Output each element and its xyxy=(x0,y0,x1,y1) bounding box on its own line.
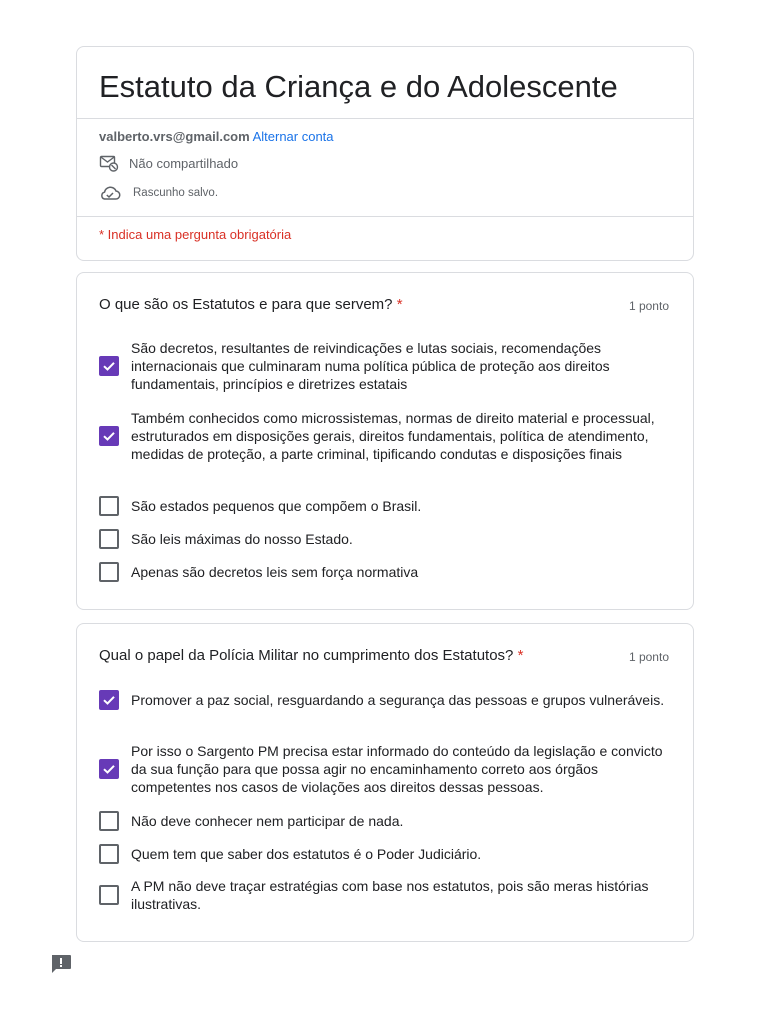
option-label: Quem tem que saber dos estatutos é o Poder Judiciário. xyxy=(131,845,482,862)
checkbox[interactable] xyxy=(99,690,119,710)
form-header-card xyxy=(76,46,694,261)
checkbox[interactable] xyxy=(99,562,119,582)
question-card-2 xyxy=(76,623,694,942)
header-divider xyxy=(77,118,693,119)
draft-status xyxy=(99,184,218,202)
question-title xyxy=(99,646,523,666)
required-note: * Indica uma pergunta obrigatória xyxy=(99,227,292,242)
form-title: Estatuto da Criança e do Adolescente xyxy=(99,69,618,104)
checkbox-option[interactable] xyxy=(99,742,679,797)
feedback-icon[interactable] xyxy=(50,954,72,974)
checkbox[interactable] xyxy=(99,529,119,549)
switch-account-link[interactable]: Alternar conta xyxy=(252,129,334,144)
checkbox[interactable] xyxy=(99,496,119,516)
account-line xyxy=(99,129,334,145)
required-asterisk: * xyxy=(396,296,403,313)
checkbox-option[interactable] xyxy=(99,409,679,464)
checkbox-option[interactable] xyxy=(99,811,679,831)
option-label: São estados pequenos que compõem o Brasil. xyxy=(131,497,422,514)
option-label: São leis máximas do nosso Estado. xyxy=(131,530,353,547)
question-points: 1 ponto xyxy=(628,299,669,313)
option-label: Apenas são decretos leis sem força normativa xyxy=(131,563,419,580)
checkbox[interactable] xyxy=(99,844,119,864)
checkbox[interactable] xyxy=(99,759,119,779)
cloud-check-icon xyxy=(99,184,121,202)
checkbox[interactable] xyxy=(99,426,119,446)
option-label: Não deve conhecer nem participar de nada. xyxy=(131,812,404,829)
check-icon xyxy=(101,358,117,374)
check-icon xyxy=(101,428,117,444)
checkbox[interactable] xyxy=(99,885,119,905)
checkbox-option[interactable] xyxy=(99,496,679,516)
checkbox-option[interactable] xyxy=(99,562,679,582)
question-title xyxy=(99,295,403,315)
checkbox[interactable] xyxy=(99,356,119,376)
option-label: A PM não deve traçar estratégias com base nos estatutos, pois são meras histórias ilustrativas. xyxy=(131,878,649,913)
option-label: Promover a paz social, resguardando a segurança das pessoas e grupos vulneráveis. xyxy=(131,691,665,708)
question-title-text: Qual o papel da Polícia Militar no cumprimento dos Estatutos? xyxy=(99,647,514,664)
check-icon xyxy=(101,692,117,708)
option-label: São decretos, resultantes de reivindicações e lutas sociais, recomendações internacionais que culminaram numa política pública de proteção aos direitos fundamentais, princípios e diretrizes estatais xyxy=(131,340,610,393)
option-label: Por isso o Sargento PM precisa estar informado do conteúdo da legislação e convicto da sua função para que possa agir no encaminhamento correto aos órgãos competentes nos casos de violações aos direitos dessas pessoas. xyxy=(131,743,663,796)
draft-saved-text: Rascunho salvo. xyxy=(133,187,219,199)
check-icon xyxy=(101,761,117,777)
account-email: valberto.vrs@gmail.com xyxy=(99,129,250,144)
checkbox-option[interactable] xyxy=(99,690,679,710)
not-shared-text: Não compartilhado xyxy=(129,155,239,171)
question-points: 1 ponto xyxy=(628,650,669,664)
checkbox-option[interactable] xyxy=(99,339,679,394)
mail-not-shared-icon xyxy=(99,154,119,172)
required-asterisk: * xyxy=(517,647,524,664)
option-label: Também conhecidos como microssistemas, normas de direito material e processual, estruturados em disposições gerais, direitos fundamentais, política de atendimento, medidas de proteção, a parte criminal, tipificando condutas e disposições finais xyxy=(131,410,655,463)
checkbox-option[interactable] xyxy=(99,529,679,549)
sharing-status xyxy=(99,154,238,172)
header-divider-2 xyxy=(77,216,693,217)
question-card-1 xyxy=(76,272,694,610)
question-title-text: O que são os Estatutos e para que servem? xyxy=(99,296,393,313)
checkbox-option[interactable] xyxy=(99,877,679,913)
checkbox[interactable] xyxy=(99,811,119,831)
checkbox-option[interactable] xyxy=(99,844,679,864)
